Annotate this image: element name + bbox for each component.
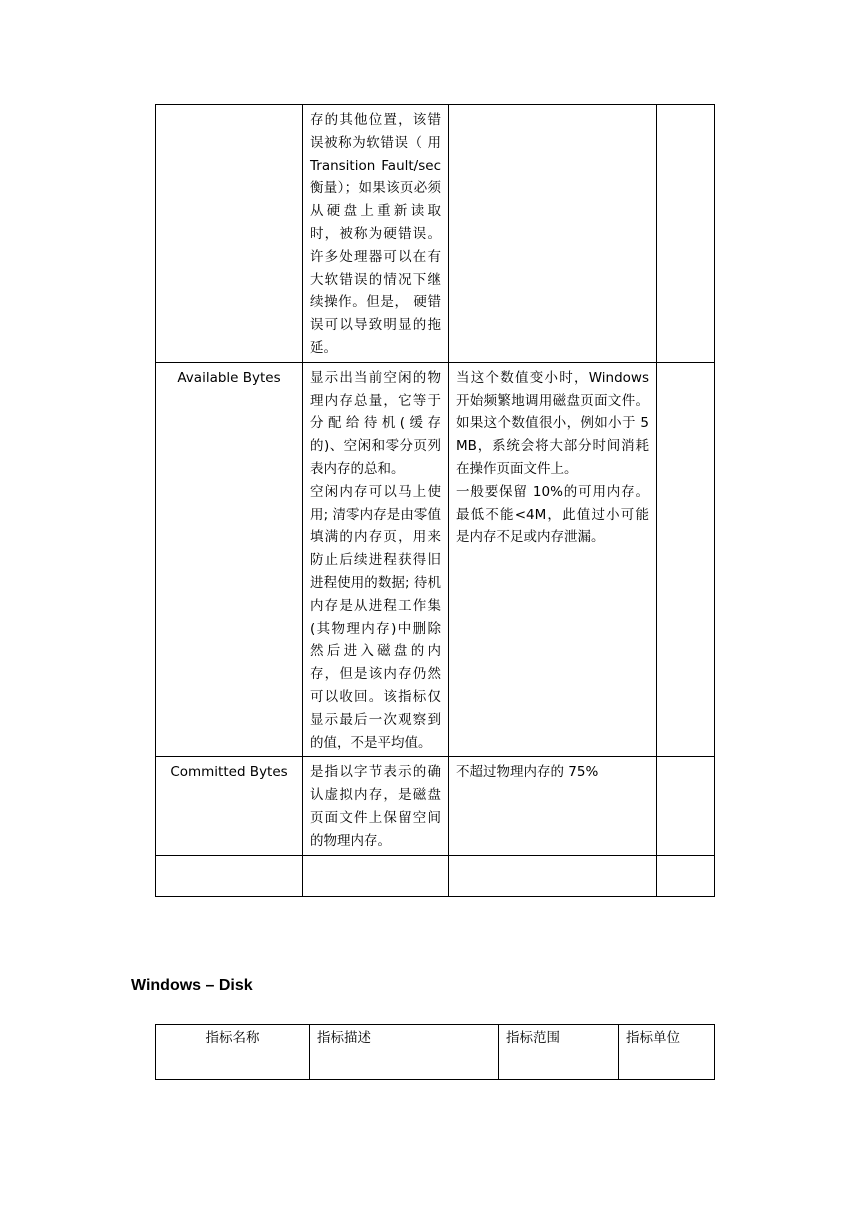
disk-metrics-table bbox=[155, 1024, 715, 1080]
memory-metrics-table bbox=[155, 104, 715, 897]
empty-cell bbox=[657, 855, 715, 896]
metric-unit-cell bbox=[657, 105, 715, 363]
header-metric-name: 指标名称 bbox=[156, 1025, 310, 1080]
metric-unit-cell bbox=[657, 757, 715, 855]
metric-unit-cell bbox=[657, 362, 715, 757]
header-metric-unit: 指标单位 bbox=[619, 1025, 715, 1080]
metric-range-cell bbox=[449, 757, 657, 855]
section-title: Windows – Disk bbox=[131, 977, 253, 994]
empty-cell bbox=[303, 855, 449, 896]
metric-name-cell: Committed Bytes bbox=[156, 757, 303, 855]
range-paragraph: 当这个数值变小时，Windows 开始频繁地调用磁盘页面文件。如果这个数值很小，例如小于 5 MB，系统会将大部分时间消耗在操作页面文件上。 bbox=[456, 369, 649, 477]
metric-name-cell: Available Bytes bbox=[156, 362, 303, 757]
description-paragraph: 存的其他位置，该错误被称为软错误（ 用 Transition Fault/sec 衡量）；如果该页必须从硬盘上重新读取时，被称为硬错误。许多处理器可以在有大软错误的情况下继续操作。但是， 硬错误可以导致明显的拖延。 bbox=[310, 112, 441, 356]
metric-description-cell bbox=[303, 362, 449, 757]
table-row-empty bbox=[156, 855, 715, 896]
empty-cell bbox=[156, 855, 303, 896]
metric-name-cell bbox=[156, 105, 303, 363]
empty-cell bbox=[449, 855, 657, 896]
header-metric-range: 指标范围 bbox=[499, 1025, 619, 1080]
metric-description-cell bbox=[303, 757, 449, 855]
description-paragraph: 是指以字节表示的确认虚拟内存，是磁盘页面文件上保留空间的物理内存。 bbox=[310, 764, 441, 849]
range-paragraph: 不超过物理内存的 75% bbox=[456, 764, 599, 781]
metric-range-cell bbox=[449, 362, 657, 757]
metric-range-cell bbox=[449, 105, 657, 363]
description-paragraph: 显示出当前空闲的物理内存总量，它等于分配给待机(缓存的)、空闲和零分页列表内存的总和。 bbox=[310, 369, 441, 477]
table-row bbox=[156, 757, 715, 855]
table-row bbox=[156, 105, 715, 363]
description-paragraph: 空闲内存可以马上使用; 清零内存是由零值填满的内存页，用来防止后续进程获得旧进程使用的数据; 待机内存是从进程工作集(其物理内存)中删除然后进入磁盘的内存，但是该内存仍然可以收回。该指标仅显示最后一次观察到的值，不是平均值。 bbox=[310, 483, 441, 751]
header-metric-description: 指标描述 bbox=[310, 1025, 499, 1080]
metric-description-cell bbox=[303, 105, 449, 363]
table-row bbox=[156, 362, 715, 757]
range-paragraph: 一般要保留 10%的可用内存。最低不能<4M，此值过小可能是内存不足或内存泄漏。 bbox=[456, 483, 649, 546]
table-header-row bbox=[156, 1025, 715, 1080]
